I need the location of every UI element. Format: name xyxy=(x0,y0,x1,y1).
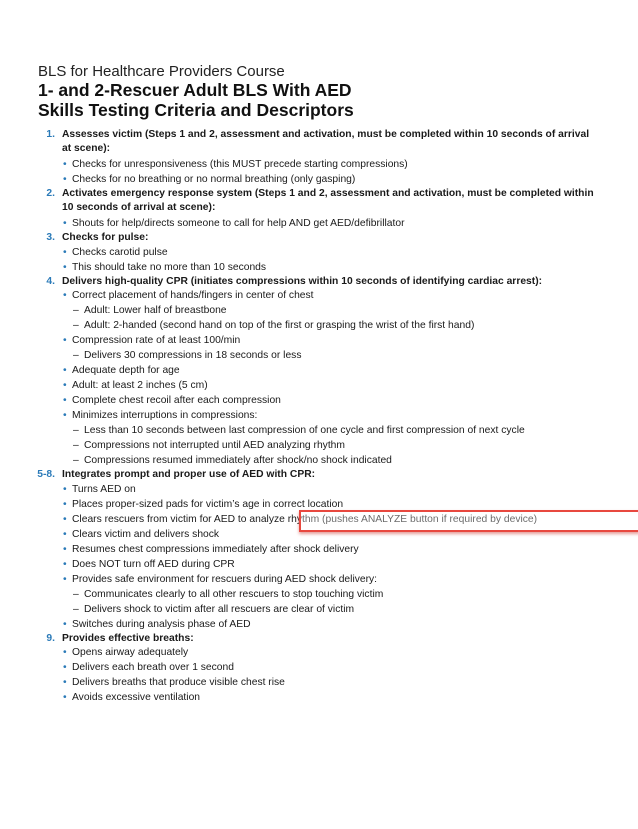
criterion-number: 4. xyxy=(46,275,55,287)
criterion-heading xyxy=(0,275,638,289)
sub-bullet-item: – Compressions resumed immediately after shock/no shock indicated xyxy=(0,453,638,468)
criterion-number: 1. xyxy=(46,129,55,140)
bullet-item: • Switches during analysis phase of AED xyxy=(0,617,638,632)
highlight-box xyxy=(299,510,638,532)
course-name: BLS for Healthcare Providers Course xyxy=(38,63,285,80)
sub-bullet-item: – Less than 10 seconds between last compression of one cycle and first compression of next cycle xyxy=(0,423,638,438)
document-title xyxy=(38,80,354,120)
bullet-item: • Turns AED on xyxy=(0,482,638,497)
criterion-text: Activates emergency response system (Steps 1 and 2, assessment and activation, must be completed within 10 seconds of arrival at scene): xyxy=(62,188,594,213)
bullet-item: • Adult: at least 2 inches (5 cm) xyxy=(0,378,638,393)
criterion-number: 5-8. xyxy=(37,469,55,480)
bullet-item: • Clears rescuers from victim for AED to analyze rhythm (pushes ANALYZE button if required by device) xyxy=(0,512,638,527)
sub-bullet-item: – Delivers 30 compressions in 18 seconds or less xyxy=(0,348,638,363)
criterion-heading xyxy=(0,187,638,214)
criterion-heading xyxy=(0,468,638,482)
bullet-item: • Opens airway adequately xyxy=(0,645,638,660)
criterion-text: Checks for pulse: xyxy=(62,232,149,243)
criterion-heading xyxy=(0,231,638,245)
sub-bullet-item: – Communicates clearly to all other rescuers to stop touching victim xyxy=(0,587,638,602)
sub-bullet-item: – Delivers shock to victim after all rescuers are clear of victim xyxy=(0,602,638,617)
criterion-text: Assesses victim (Steps 1 and 2, assessment and activation, must be completed within 10 seconds of arrival at scene): xyxy=(62,129,590,154)
bullet-item: • Correct placement of hands/fingers in center of chest xyxy=(0,288,638,303)
bullet-item: • Provides safe environment for rescuers during AED shock delivery: xyxy=(0,572,638,587)
bullet-item: • Minimizes interruptions in compressions: xyxy=(0,408,638,423)
bullet-item: • This should take no more than 10 seconds xyxy=(0,260,638,275)
criterion-text: Integrates prompt and proper use of AED with CPR: xyxy=(62,469,316,480)
criterion-number: 3. xyxy=(46,232,55,243)
criterion-number: 9. xyxy=(46,632,55,644)
sub-bullet-item: – Compressions not interrupted until AED analyzing rhythm xyxy=(0,438,638,453)
bullet-item: • Resumes chest compressions immediately after shock delivery xyxy=(0,542,638,557)
bullet-item: • Avoids excessive ventilation xyxy=(0,690,638,705)
criterion-text: Provides effective breaths: xyxy=(62,632,194,644)
criterion-heading xyxy=(0,632,638,646)
bullet-item: • Places proper-sized pads for victim’s age in correct location xyxy=(0,497,638,512)
title-line-2: Skills Testing Criteria and Descriptors xyxy=(38,100,354,120)
criterion-heading xyxy=(0,128,638,155)
bullet-item: • Does NOT turn off AED during CPR xyxy=(0,557,638,572)
bullet-item: • Delivers each breath over 1 second xyxy=(0,660,638,675)
bullet-item: • Complete chest recoil after each compression xyxy=(0,393,638,408)
bullet-item: • Checks for no breathing or no normal breathing (only gasping) xyxy=(0,172,638,187)
bullet-item: • Adequate depth for age xyxy=(0,363,638,378)
title-line-1: 1- and 2-Rescuer Adult BLS With AED xyxy=(38,80,352,100)
bullet-item: • Checks for unresponsiveness (this MUST precede starting compressions) xyxy=(0,157,638,172)
sub-bullet-item: – Adult: Lower half of breastbone xyxy=(0,303,638,318)
criterion-text: Delivers high-quality CPR (initiates compressions within 10 seconds of identifying cardiac arrest): xyxy=(62,275,543,287)
bullet-item: • Compression rate of at least 100/min xyxy=(0,333,638,348)
bullet-item: • Checks carotid pulse xyxy=(0,245,638,260)
criterion-number: 2. xyxy=(46,188,55,199)
bullet-item: • Clears victim and delivers shock xyxy=(0,527,638,542)
criteria-list xyxy=(0,128,638,705)
sub-bullet-item: – Adult: 2-handed (second hand on top of the first or grasping the wrist of the first hand) xyxy=(0,318,638,333)
bullet-item: • Delivers breaths that produce visible chest rise xyxy=(0,675,638,690)
bullet-item: • Shouts for help/directs someone to call for help AND get AED/defibrillator xyxy=(0,216,638,231)
